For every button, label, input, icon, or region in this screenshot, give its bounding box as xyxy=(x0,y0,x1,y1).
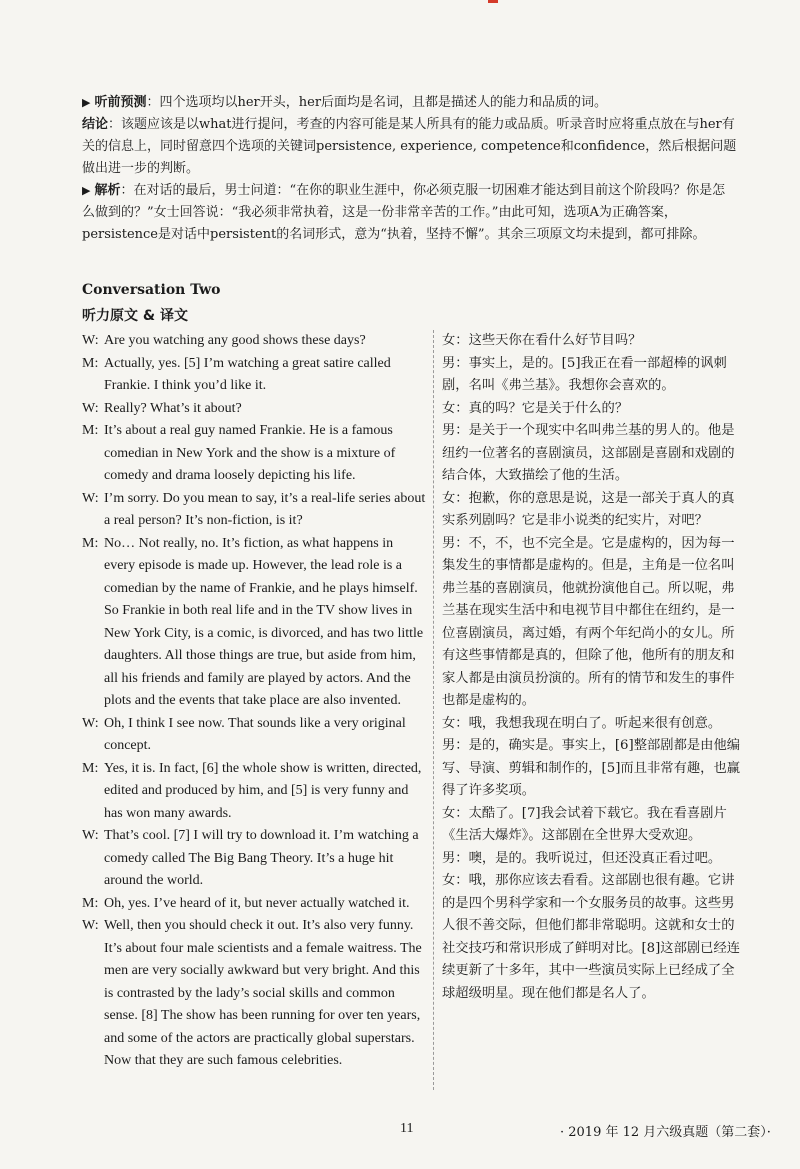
english-transcript xyxy=(82,330,427,1073)
conclusion-paragraph xyxy=(82,114,737,180)
speaker-label: W: xyxy=(82,715,99,731)
speaker-label: M: xyxy=(82,535,99,551)
speaker-label: W: xyxy=(82,490,99,506)
triangle-bullet-icon: ▶ xyxy=(82,96,91,109)
dialogue-turn xyxy=(82,713,427,758)
prediction-label: 听前预测 xyxy=(94,95,147,110)
conclusion-label: 结论 xyxy=(82,117,109,132)
dialogue-turn xyxy=(82,353,427,398)
translation-turn: 男：是的，确实是。事实上，[6]整部剧都是由他编写、导演、剪辑和制作的，[5]而且非常有趣，也赢得了许多奖项。 xyxy=(442,738,741,798)
top-color-mark xyxy=(488,0,498,3)
chinese-translation xyxy=(442,330,744,1005)
turn-text: Actually, yes. [5] I’m watching a great satire called Frankie. I think you’d like it. xyxy=(104,355,391,393)
conclusion-text: ：该题应该是以what进行提问，考查的内容可能是某人所具有的能力或品质。听录音时应将重点放在与her有关的信息上，同时留意四个选项的关键词persistence, experience, competence和confidence，然后根据问题做出进一步的判断。 xyxy=(82,117,737,176)
speaker-label: M: xyxy=(82,895,99,911)
dialogue-turn xyxy=(82,893,427,916)
dialogue-turn xyxy=(82,533,427,713)
triangle-bullet-icon: ▶ xyxy=(82,184,91,197)
prediction-text: ：四个选项均以her开头，her后面均是名词，且都是描述人的能力和品质的词。 xyxy=(146,95,608,110)
translation-turn: 女：真的吗？它是关于什么的？ xyxy=(442,400,629,416)
analysis-text: ：在对话的最后，男士问道：“在你的职业生涯中，你必须克服一切困难才能达到目前这个阶段吗？你是怎么做到的？”女士回答说：“我必须非常执着，这是一份非常辛苦的工作。”由此可知，选项A为正确答案，persistence是对话中persistent的名词形式，意为“执着，坚持不懈”。其余三项原文均未提到，都可排除。 xyxy=(82,183,726,242)
conversation-title: Conversation Two xyxy=(82,282,221,298)
page-number: 11 xyxy=(400,1121,414,1136)
analysis-paragraph xyxy=(82,180,737,246)
dialogue-turn xyxy=(82,488,427,533)
translation-turn: 男：是关于一个现实中名叫弗兰基的男人的。他是纽约一位著名的喜剧演员，这部剧是喜剧和戏剧的结合体，大致描绘了他的生活。 xyxy=(442,423,735,483)
translation-turn: 女：哦，那你应该去看看。这部剧也很有趣。它讲的是四个男科学家和一个女服务员的故事。这些男人很不善交际，但他们都非常聪明。这就和女士的社交技巧和常识形成了鲜明对比。[8]这部剧已经连续更新了十多年，其中一些演员实际上已经成了全球超级明星。现在他们都是名人了。 xyxy=(442,873,741,1001)
turn-text: Oh, yes. I’ve heard of it, but never actually watched it. xyxy=(104,895,410,911)
translation-turn: 女：哦，我想我现在明白了。听起来很有创意。 xyxy=(442,715,722,731)
dialogue-turn xyxy=(82,915,427,1073)
prediction-paragraph xyxy=(82,92,737,114)
analysis-label: 解析 xyxy=(94,183,121,198)
column-divider xyxy=(433,330,434,1090)
speaker-label: W: xyxy=(82,400,99,416)
turn-text: Really? What’s it about? xyxy=(104,400,242,416)
speaker-label: M: xyxy=(82,355,99,371)
dialogue-turn xyxy=(82,330,427,353)
turn-text: Oh, I think I see now. That sounds like a very original concept. xyxy=(104,715,406,753)
translation-turn: 女：太酷了。[7]我会试着下载它。我在看喜剧片《生活大爆炸》。这部剧在全世界大受欢迎。 xyxy=(442,805,727,843)
footer-exam-label: · 2019 年 12 月六级真题（第二套）· xyxy=(560,1125,771,1140)
dialogue-turn xyxy=(82,825,427,893)
translation-turn: 女：抱歉，你的意思是说，这是一部关于真人的真实系列剧吗？它是非小说类的纪实片，对吧？ xyxy=(442,490,735,528)
section-title: 听力原文 & 译文 xyxy=(82,308,188,324)
turn-text: It’s about a real guy named Frankie. He is a famous comedian in New York and the show is a mixture of comedy and drama loosely depicting his life. xyxy=(104,423,396,483)
translation-turn: 女：这些天你在看什么好节目吗？ xyxy=(442,333,642,348)
dialogue-turn xyxy=(82,758,427,826)
dialogue-turn xyxy=(82,398,427,421)
turn-text: Are you watching any good shows these days? xyxy=(104,333,366,348)
analysis-block xyxy=(82,92,737,246)
speaker-label: M: xyxy=(82,760,99,776)
turn-text: Yes, it is. In fact, [6] the whole show is written, directed, edited and produced by him, and [5] is very funny and has won many awards. xyxy=(104,760,422,821)
turn-text: That’s cool. [7] I will try to download it. I’m watching a comedy called The Big Bang Theory. It’s a huge hit around the world. xyxy=(104,828,419,888)
speaker-label: W: xyxy=(82,918,99,933)
translation-turn: 男：噢，是的。我听说过，但还没真正看过吧。 xyxy=(442,850,722,866)
turn-text: No… Not really, no. It’s fiction, as what happens in every episode is made up. However, the lead role is a comedian by the name of Frankie, and he plays himself. So Frankie in both real life and in the TV show lives in New York City, is a comic, is divorced, and has two little daughters. All those things are true, but aside from him, all his friends and family are played by actors. And the plots and the events that take place are also invented. xyxy=(104,535,424,708)
translation-turn: 男：事实上，是的。[5]我正在看一部超棒的讽刺剧，名叫《弗兰基》。我想你会喜欢的。 xyxy=(442,355,727,393)
turn-text: Well, then you should check it out. It’s also very funny. It’s about four male scientists and a female waitress. The men are very socially awkward but very bright. And this is contrasted by the lady’s social skills and common sense. [8] The show has been running for over ten years, and some of the actors are practically global superstars. Now that they are such famous celebrities. xyxy=(104,918,422,1068)
speaker-label: M: xyxy=(82,423,99,438)
speaker-label: W: xyxy=(82,828,99,843)
translation-turn: 男：不，不，也不完全是。它是虚构的，因为每一集发生的事情都是虚构的。但是，主角是一位名叫弗兰基的喜剧演员，他就扮演他自己。所以呢，弗兰基在现实生活中和电视节目中都住在纽约，是一位喜剧演员，离过婚，有两个年纪尚小的女儿。所有这些事情都是真的，但除了他，他所有的朋友和家人都是由演员扮演的。所有的情节和发生的事件也都是虚构的。 xyxy=(442,535,735,708)
turn-text: I’m sorry. Do you mean to say, it’s a real-life series about a real person? It’s non-fiction, is it? xyxy=(104,490,426,528)
speaker-label: W: xyxy=(82,333,99,348)
dialogue-turn xyxy=(82,420,427,488)
